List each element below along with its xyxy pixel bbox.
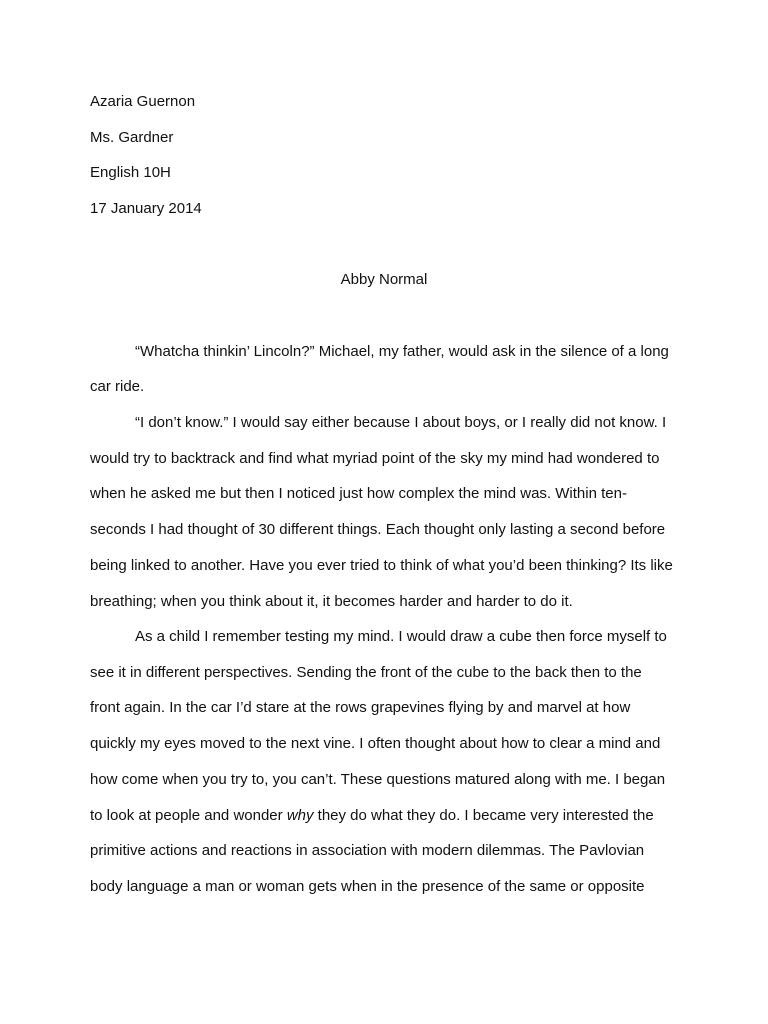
paragraph-line-emphasis: [90, 807, 654, 825]
paragraph-line: front again. In the car I’d stare at the rows grapevines flying by and marvel at how: [90, 699, 631, 716]
paragraph-line: car ride.: [90, 378, 145, 395]
paragraph-line: As a child I remember testing my mind. I would draw a cube then force myself to: [135, 628, 667, 645]
paragraph-line: body language a man or woman gets when in the presence of the same or opposite: [90, 878, 645, 895]
paragraph-line: primitive actions and reactions in association with modern dilemmas. The Pavlovian: [90, 842, 645, 859]
paragraph-line: would try to backtrack and find what myriad point of the sky my mind had wondered to: [90, 450, 660, 467]
paragraph-line: quickly my eyes moved to the next vine. I often thought about how to clear a mind and: [90, 735, 661, 752]
paragraph-line: being linked to another. Have you ever tried to think of what you’d been thinking? Its like: [90, 557, 673, 574]
line-text: to look at people and wonder: [90, 807, 287, 824]
essay-title: Abby Normal: [340, 271, 428, 288]
paragraph-line: see it in different perspectives. Sending the front of the cube to the back then to the: [90, 664, 642, 681]
line-text: they do what they do. I became very interested the: [313, 807, 654, 824]
document-date: 17 January 2014: [90, 200, 202, 217]
paragraph-line: “Whatcha thinkin’ Lincoln?” Michael, my father, would ask in the silence of a long: [135, 343, 669, 360]
paragraph-line: how come when you try to, you can’t. These questions matured along with me. I began: [90, 771, 666, 788]
paragraph-line: seconds I had thought of 30 different things. Each thought only lasting a second before: [90, 521, 666, 538]
paragraph-line: “I don’t know.” I would say either because I about boys, or I really did not know. I: [135, 414, 667, 431]
author-name: Azaria Guernon: [90, 93, 196, 110]
paragraph-line: when he asked me but then I noticed just how complex the mind was. Within ten-: [90, 485, 627, 502]
teacher-name: Ms. Gardner: [90, 129, 174, 146]
emphasized-word: why: [286, 807, 314, 824]
course-name: English 10H: [90, 164, 171, 181]
paragraph-line: breathing; when you think about it, it becomes harder and harder to do it.: [90, 593, 573, 610]
